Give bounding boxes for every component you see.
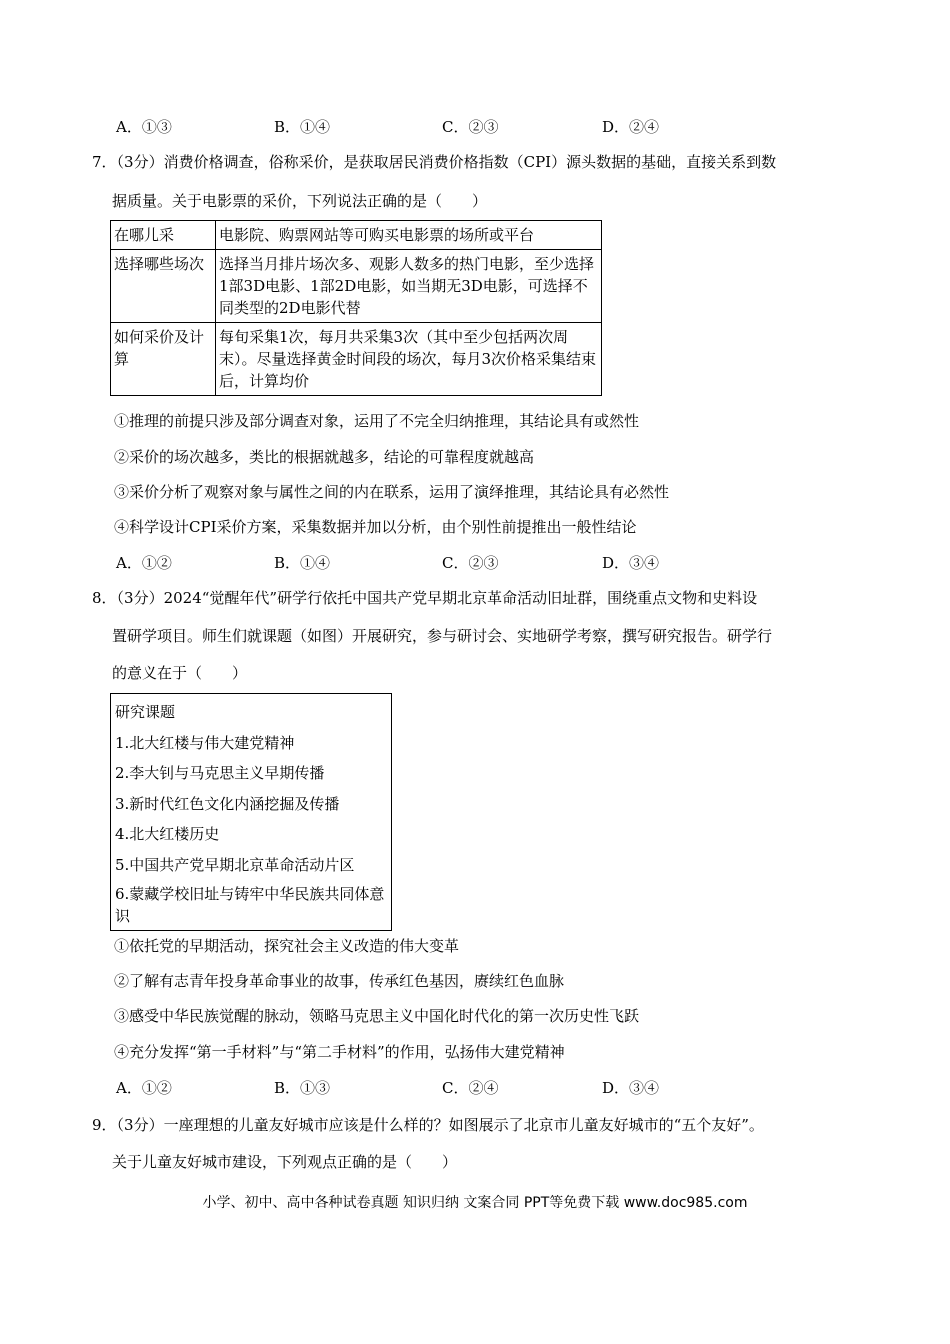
q8-stem-line1: 8．（3分）2024“觉醒年代”研学行依托中国共产党早期北京革命活动旧址群，围绕重点文物和史料设 bbox=[92, 589, 758, 607]
option-c: C．②③ bbox=[442, 554, 499, 572]
option-d: D．③④ bbox=[602, 1079, 660, 1097]
topic-item: 6.蒙藏学校旧址与铸牢中华民族共同体意识 bbox=[115, 885, 385, 925]
q7-statement-4: ④科学设计CPI采价方案，采集数据并加以分析，由个别性前提推出一般性结论 bbox=[114, 518, 637, 536]
option-c: C．②④ bbox=[442, 1079, 499, 1097]
option-a: A．①③ bbox=[116, 118, 172, 136]
option-c: C．②③ bbox=[442, 118, 499, 136]
q8-statement-3: ③感受中华民族觉醒的脉动，领略马克思主义中国化时代化的第一次历史性飞跃 bbox=[114, 1007, 640, 1025]
q7-table bbox=[110, 220, 602, 396]
page-footer: 小学、初中、高中各种试卷真题 知识归纳 文案合同 PPT等免费下载 www.doc985.com bbox=[202, 1195, 748, 1211]
q9-stem-line1: 9．（3分）一座理想的儿童友好城市应该是什么样的？如图展示了北京市儿童友好城市的“五个友好”。 bbox=[92, 1116, 764, 1134]
table-value: 电影院、购票网站等可购买电影票的场所或平台 bbox=[216, 221, 602, 250]
q8-statement-2: ②了解有志青年投身革命事业的故事，传承红色基因，赓续红色血脉 bbox=[114, 972, 565, 990]
q8-stem-line2: 置研学项目。师生们就课题（如图）开展研究，参与研讨会、实地研学考察，撰写研究报告。研学行 bbox=[112, 627, 773, 645]
option-d: D．②④ bbox=[602, 118, 660, 136]
topic-item: 2.李大钊与马克思主义早期传播 bbox=[115, 764, 325, 782]
topics-title: 研究课题 bbox=[115, 703, 176, 721]
table-key: 如何采价及计算 bbox=[111, 323, 216, 396]
q8-topics-box bbox=[110, 693, 392, 931]
table-key: 在哪儿采 bbox=[111, 221, 216, 250]
topic-item: 5.中国共产党早期北京革命活动片区 bbox=[115, 855, 355, 874]
table-row bbox=[111, 323, 602, 396]
q8-statement-4: ④充分发挥“第一手材料”与“第二手材料”的作用，弘扬伟大建党精神 bbox=[114, 1043, 565, 1061]
table-value: 选择当月排片场次多、观影人数多的热门电影，至少选择1部3D电影、1部2D电影，如当期无3D电影，可选择不同类型的2D电影代替 bbox=[216, 250, 602, 323]
q8-stem-line3: 的意义在于（ ） bbox=[112, 664, 248, 682]
topic-item: 3.新时代红色文化内涵挖掘及传播 bbox=[115, 794, 340, 813]
table-key: 选择哪些场次 bbox=[111, 250, 216, 323]
option-a: A．①② bbox=[116, 1079, 172, 1097]
table-row bbox=[111, 221, 602, 250]
option-b: B．①④ bbox=[274, 118, 331, 136]
q7-statement-2: ②采价的场次越多，类比的根据就越多，结论的可靠程度就越高 bbox=[114, 448, 535, 466]
q9-stem-line2: 关于儿童友好城市建设，下列观点正确的是（ ） bbox=[112, 1153, 458, 1171]
table-value: 每旬采集1次，每月共采集3次（其中至少包括两次周末）。尽量选择黄金时间段的场次，每月3次价格采集结束后，计算均价 bbox=[216, 323, 602, 396]
q7-statement-3: ③采价分析了观察对象与属性之间的内在联系，运用了演绎推理，其结论具有必然性 bbox=[114, 483, 670, 501]
q7-stem-line1: 7．（3分）消费价格调查，俗称采价，是获取居民消费价格指数（CPI）源头数据的基础，直接关系到数 bbox=[92, 153, 777, 171]
option-b: B．①④ bbox=[274, 554, 331, 572]
q7-statement-1: ①推理的前提只涉及部分调查对象，运用了不完全归纳推理，其结论具有或然性 bbox=[114, 412, 640, 430]
option-a: A．①② bbox=[116, 554, 172, 572]
q8-statement-1: ①依托党的早期活动，探究社会主义改造的伟大变革 bbox=[114, 937, 460, 955]
topic-item: 1.北大红楼与伟大建党精神 bbox=[115, 733, 295, 752]
topic-item: 4.北大红楼历史 bbox=[115, 825, 220, 843]
table-row bbox=[111, 250, 602, 323]
q7-stem-line2: 据质量。关于电影票的采价，下列说法正确的是（ ） bbox=[112, 192, 488, 210]
option-b: B．①③ bbox=[274, 1079, 331, 1097]
option-d: D．③④ bbox=[602, 554, 660, 572]
